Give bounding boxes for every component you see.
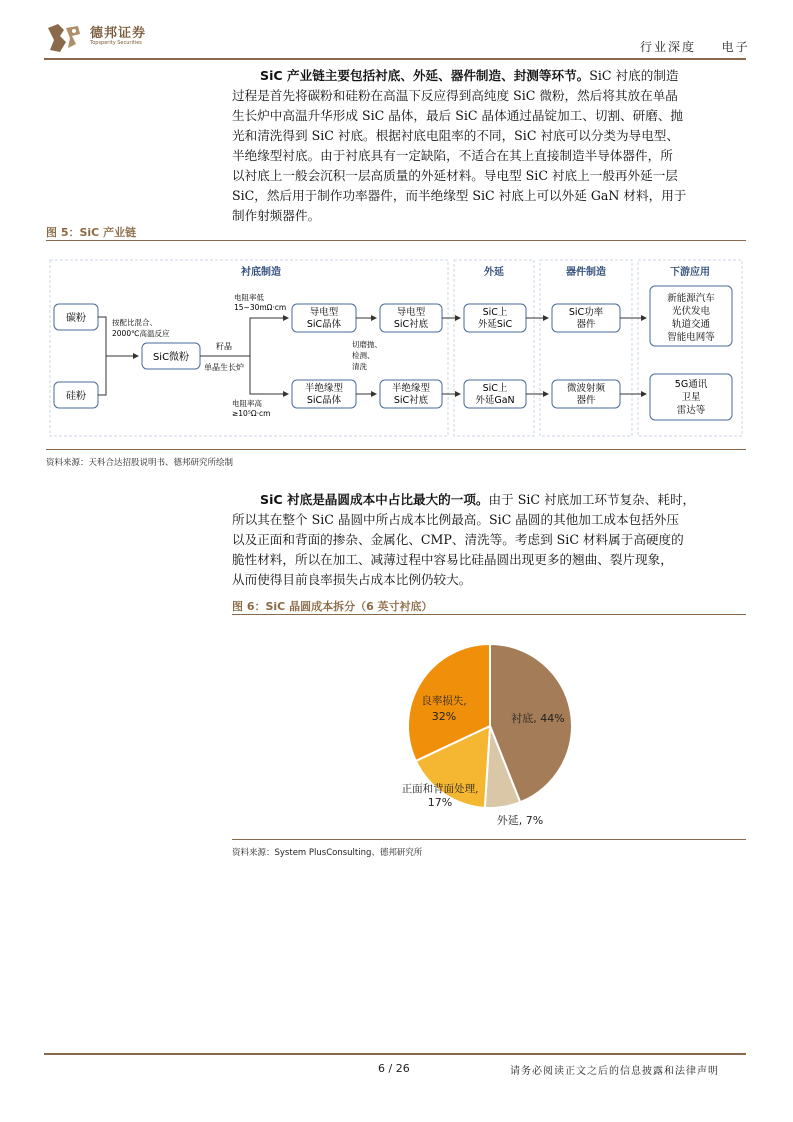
logo-subtitle: Topsperity Securities xyxy=(90,40,142,46)
logo-name: 德邦证券 xyxy=(90,26,147,41)
resistivity-low-label: 电阻率低 xyxy=(234,293,264,302)
process-step-label: 清洗 xyxy=(352,362,367,371)
section-label: 器件制造 xyxy=(566,267,606,278)
figure5-bottom-rule xyxy=(46,449,746,450)
resistivity-low-value: 15~30mΩ·cm xyxy=(234,303,287,312)
conductive-crystal-label: 导电型 xyxy=(309,307,339,318)
epi-gan-label: 外延GaN xyxy=(475,395,515,406)
paragraph-line: 半绝缘型衬底。由于衬底具有一定缺陷，不适合在其上直接制造半导体器件，所 xyxy=(232,148,673,163)
rf-device-label: 微波射频 xyxy=(566,383,606,394)
footer-rule xyxy=(44,1053,746,1055)
header-rule xyxy=(44,58,746,60)
section-label: 下游应用 xyxy=(670,267,710,278)
resistivity-high-label: 电阻率高 xyxy=(232,399,262,408)
pie-category-label: 正面和背面处理, xyxy=(401,783,479,795)
sic-micro-powder-label: SiC微粉 xyxy=(152,352,190,363)
mix-label: 按配比混合、 xyxy=(112,318,157,327)
carbon-powder-label: 碳粉 xyxy=(66,313,86,324)
logo xyxy=(44,22,84,54)
semi-substrate-label: 半绝缘型 xyxy=(391,383,431,394)
figure5-title-rule xyxy=(46,240,746,241)
power-app-label: 新能源汽车 xyxy=(667,293,715,304)
semi-crystal-label: 半绝缘型 xyxy=(304,383,344,394)
process-step-label: 切磨抛、 xyxy=(352,340,382,349)
semi-crystal-label: SiC晶体 xyxy=(306,395,342,406)
power-device-label: 器件 xyxy=(576,319,596,330)
pie-data-label: 32% xyxy=(431,710,457,723)
paragraph-line: 过程是首先将碳粉和硅粉在高温下反应得到高纯度 SiC 微粉，然后将其放在单晶 xyxy=(232,88,678,103)
pie-data-label: 17% xyxy=(427,796,453,809)
paragraph-lead: SiC 衬底是晶圆成本中占比最大的一项。 xyxy=(260,492,489,507)
pie-category-label: 良率损失, xyxy=(421,695,467,707)
paragraph-line: 制作射频器件。 xyxy=(232,208,321,223)
rf-device-label: 器件 xyxy=(576,395,596,406)
epi-sic-label: 外延SiC xyxy=(477,319,513,330)
footer-disclaimer: 请务必阅读正文之后的信息披露和法律声明 xyxy=(510,1066,719,1077)
header-category xyxy=(640,38,750,55)
rf-app-label: 雷达等 xyxy=(676,405,706,416)
figure6-title: 图 6：SiC 晶圆成本拆分（6 英寸衬底） xyxy=(232,600,433,613)
branch-connector xyxy=(250,318,288,356)
paragraph-line: 从而使得目前良率损失占成本比例仍较大。 xyxy=(232,572,472,587)
epi-sic-label: SiC上 xyxy=(482,307,508,318)
figure5-source: 资料来源：天科合达招股说明书、德邦研究所绘制 xyxy=(46,458,234,468)
cost-pie-chart xyxy=(380,630,600,830)
power-app-label: 智能电网等 xyxy=(667,332,715,343)
paragraph-line: 光和清洗得到 SiC 衬底。根据衬底电阻率的不同，SiC 衬底可以分类为导电型、 xyxy=(232,128,679,143)
conductive-substrate-label: 导电型 xyxy=(396,307,426,318)
figure6-title-rule xyxy=(232,614,746,615)
conductive-substrate-label: SiC衬底 xyxy=(393,319,429,330)
semi-substrate-label: SiC衬底 xyxy=(393,395,429,406)
rf-app-label: 5G通讯 xyxy=(674,379,708,390)
sic-chain-diagram xyxy=(46,256,746,442)
silicon-powder-label: 硅粉 xyxy=(66,391,86,402)
paragraph-line: 所以其在整个 SiC 晶圆中所占成本比例最高。SiC 晶圆的其他加工成本包括外压 xyxy=(232,512,679,527)
epi-gan-label: SiC上 xyxy=(482,383,508,394)
resistivity-high-value: ≥10⁵Ω·cm xyxy=(232,409,271,418)
header-sector-label: 电子 xyxy=(721,40,750,54)
figure6-bottom-rule xyxy=(232,839,746,840)
pie-data-label: 外延, 7% xyxy=(496,814,544,827)
section-box-device xyxy=(540,260,632,436)
section-box-epitaxy xyxy=(454,260,534,436)
conductive-crystal-label: SiC晶体 xyxy=(306,319,342,330)
mix-label: 2000℃高温反应 xyxy=(112,329,170,338)
rf-app-label: 卫星 xyxy=(681,392,701,403)
power-app-label: 光伏发电 xyxy=(671,306,711,317)
paragraph-line: SiC，然后用于制作功率器件，而半绝缘型 SiC 衬底上可以外延 GaN 材料，用于 xyxy=(232,188,687,203)
paragraph-line: 以衬底上一般会沉积一层高质量的外延材料。导电型 SiC 衬底上一般再外延一层 xyxy=(232,168,678,183)
header-category-label: 行业深度 xyxy=(640,40,697,54)
seed-label: 籽晶 xyxy=(216,342,232,351)
paragraph-wafer-cost xyxy=(232,490,750,590)
section-label: 外延 xyxy=(484,267,504,278)
process-step-label: 检测、 xyxy=(352,351,375,360)
paragraph-line: 以及正面和背面的掺杂、金属化、CMP、清洗等。考虑到 SiC 材料属于高硬度的 xyxy=(232,532,684,547)
logo-mark-icon xyxy=(44,22,84,54)
figure6-source: 资料来源：System PlusConsulting、德邦研究所 xyxy=(232,848,423,858)
page-number: 6 / 26 xyxy=(378,1062,410,1075)
paragraph-lead: SiC 产业链主要包括衬底、外延、器件制造、封测等环节。 xyxy=(260,68,590,83)
paragraph-industry-chain xyxy=(232,66,750,226)
power-app-label: 轨道交通 xyxy=(671,319,711,330)
figure5-title: 图 5：SiC 产业链 xyxy=(46,226,137,239)
pie-data-label: 衬底, 44% xyxy=(511,712,565,725)
furnace-label: 单晶生长炉 xyxy=(204,363,244,372)
paragraph-line: 由于 SiC 衬底加工环节复杂、耗时， xyxy=(488,492,696,507)
paragraph-line: 生长炉中高温升华形成 SiC 晶体，最后 SiC 晶体通过晶锭加工、切割、研磨、抛 xyxy=(232,108,684,123)
branch-connector xyxy=(250,356,288,394)
power-device-label: SiC功率 xyxy=(568,307,604,318)
paragraph-line: 脆性材料，所以在加工、减薄过程中容易比硅晶圆出现更多的翘曲、裂片现象， xyxy=(232,552,673,567)
section-label: 衬底制造 xyxy=(241,267,281,278)
paragraph-line: SiC 衬底的制造 xyxy=(589,68,679,83)
